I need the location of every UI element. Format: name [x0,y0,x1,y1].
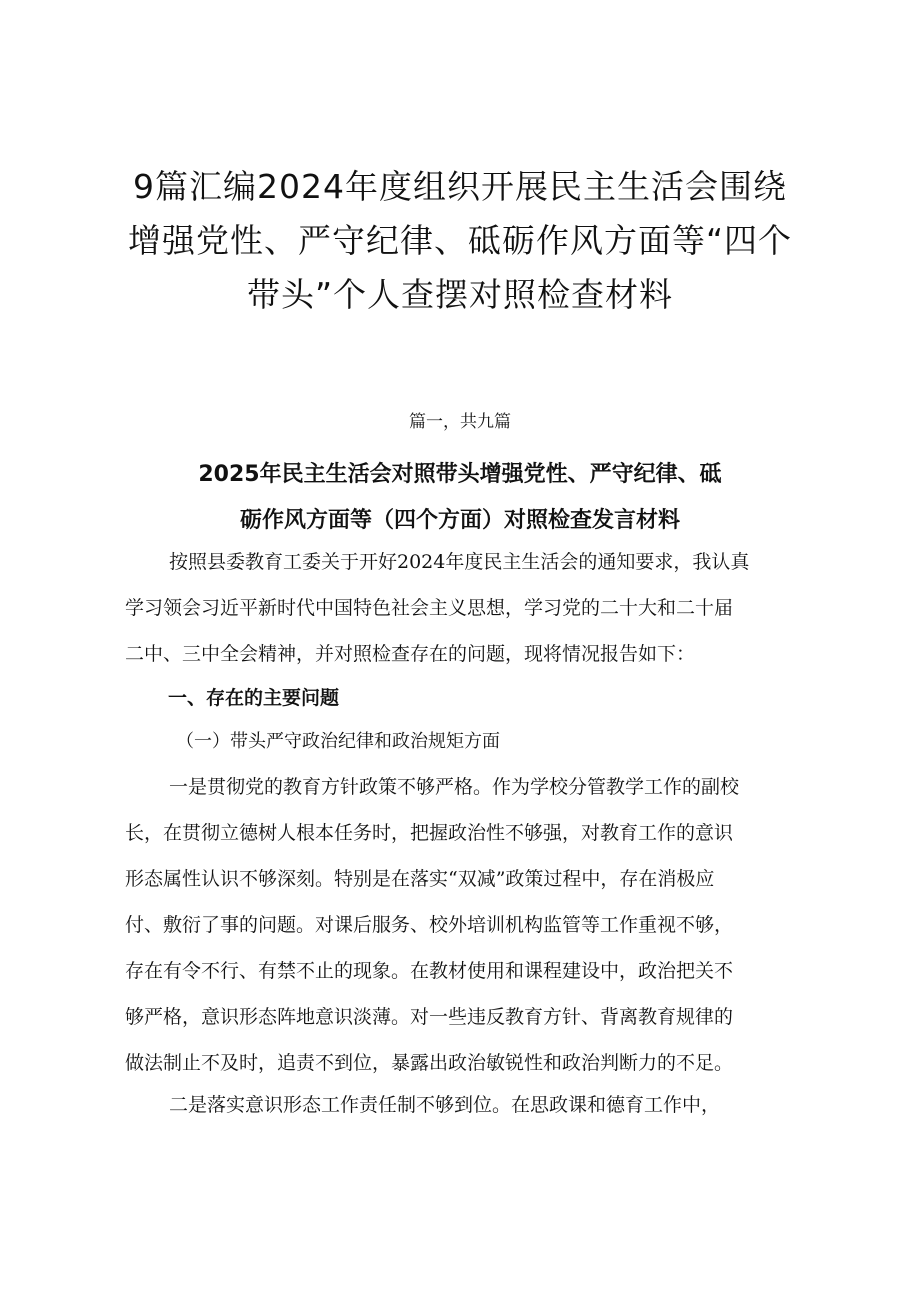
paragraph-line: 按照县委教育工委关于开好2024年度民主生活会的通知要求，我认真 [169,551,750,573]
paragraph-2 [125,1082,815,1128]
section-heading: 一、存在的主要问题 [168,687,340,709]
paragraph-line: 够严格，意识形态阵地意识淡薄。对一些违反教育方针、背离教育规律的 [125,1006,734,1028]
paragraph-line: 形态属性认识不够深刻。特别是在落实“双减”政策过程中，存在消极应 [125,868,715,890]
sub-title-line: 2025年民主生活会对照带头增强党性、严守纪律、砥 [198,462,722,487]
paragraph-line: 长，在贯彻立德树人根本任务时，把握政治性不够强，对教育工作的意识 [125,822,734,844]
section-label: 篇一，共九篇 [409,412,511,432]
paragraph-line: 存在有令不行、有禁不止的现象。在教材使用和课程建设中，政治把关不 [125,960,734,982]
main-title-line: 9篇汇编2024年度组织开展民主生活会围绕 [133,167,787,206]
paragraph-line: 二是落实意识形态工作责任制不够到位。在思政课和德育工作中， [169,1094,721,1116]
main-title-line: 增强党性、严守纪律、砥砺作风方面等“四个 [127,221,793,260]
paragraph-line: 一是贯彻党的教育方针政策不够严格。作为学校分管教学工作的副校 [169,776,740,798]
main-title [110,160,810,322]
main-title-line: 带头”个人查摆对照检查材料 [246,275,674,314]
paragraph-1 [125,764,815,1086]
paragraph-line: 二中、三中全会精神，并对照检查存在的问题，现将情况报告如下： [125,643,696,665]
sub-title-line: 砺作风方面等（四个方面）对照检查发言材料 [239,508,680,533]
paragraph-line: 付、敷衍了事的问题。对课后服务、校外培训机构监管等工作重视不够， [125,914,734,936]
paragraph-line: 做法制止不及时，追责不到位，暴露出政治敏锐性和政治判断力的不足。 [125,1052,734,1074]
intro-paragraph [125,539,815,677]
subsection-heading: （一）带头严守政治纪律和政治规矩方面 [176,731,500,752]
paragraph-line: 学习领会习近平新时代中国特色社会主义思想，学习党的二十大和二十届 [125,597,734,619]
sub-title [130,452,790,544]
